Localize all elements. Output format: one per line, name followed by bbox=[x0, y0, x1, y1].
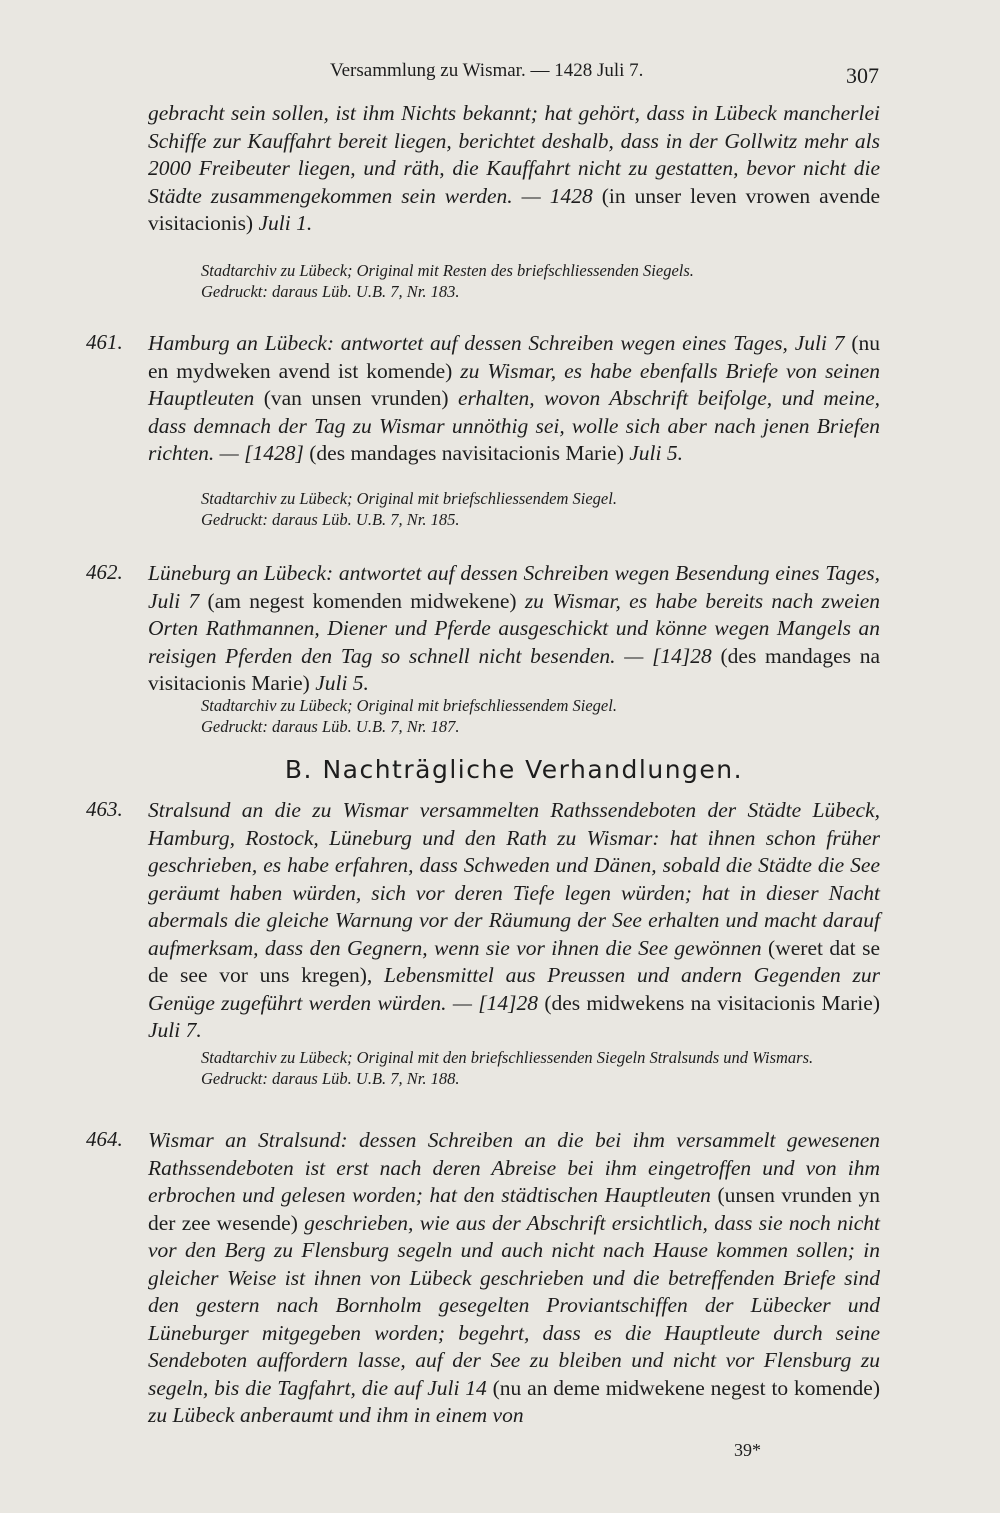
italic-run: gebracht sein sollen, ist ihm Nichts bekannt; hat gehört, dass in Lübeck mancherlei Schiffe zur Kauffahrt bereit liegen, berichtet deshalb, dass in der Gollwitz mehr als 2000 Freibeuter liegen, und räth, die Kauffahrt nicht zu gestatten, bevor nicht die Städte zusammengekommen sein werden. — 1428 bbox=[148, 101, 880, 208]
roman-run: (weret dat se de see vor uns kregen), bbox=[148, 935, 880, 987]
italic-run: Hamburg an Lübeck: antwortet auf dessen Schreiben wegen eines Tages, Juli 7 bbox=[148, 331, 845, 355]
section-heading: B. Nachträgliche Verhandlungen. bbox=[284, 755, 744, 784]
entry-text bbox=[148, 100, 880, 238]
italic-run: Juli 5. bbox=[315, 671, 369, 695]
italic-run: Stralsund an die zu Wismar versammelten Rathssendeboten der Städte Lübeck, Hamburg, Rostock, Lüneburg und den Rath zu Wismar: hat ihnen schon früher geschrieben, es habe erfahren, dass Schweden und Dänen, sobald die Städte die See geräumt haben würden, sich vor deren Tiefe legen würden; hat in dieser Nacht abermals die gleiche Warnung vor der Räumung der See erhalten und macht darauf aufmerksam, dass den Gegnern, wenn sie vor ihnen die See gewönnen bbox=[148, 798, 880, 960]
page-number: 307 bbox=[846, 63, 879, 88]
source-line: Gedruckt: daraus Lüb. U.B. 7, Nr. 185. bbox=[201, 510, 460, 529]
signature-mark: 39* bbox=[734, 1440, 761, 1460]
italic-run: Juli 7. bbox=[148, 1018, 202, 1042]
source-line: Gedruckt: daraus Lüb. U.B. 7, Nr. 188. bbox=[201, 1069, 460, 1088]
entry-number: 462. bbox=[86, 560, 123, 584]
roman-run: (unsen vrunden yn der zee wesende) bbox=[148, 1183, 880, 1235]
italic-run: Wismar an Stralsund: dessen Schreiben an die bei ihm versammelt gewesenen Rathssendeboten ist erst nach deren Abreise bei ihm eingetroffen und von ihm erbrochen und gelesen worden; hat den städtischen Hauptleuten bbox=[148, 1128, 880, 1207]
italic-run: erhalten, wovon Abschrift beifolge, und meine, dass demnach der Tag zu Wismar unnöthig sei, wolle sich aber nach jenen Briefen richten. — [1428] bbox=[148, 386, 880, 465]
italic-run: zu Wismar, es habe bereits nach zweien Orten Rathmannen, Diener und Pferde ausgeschickt und könne wegen Mangels an reisigen Pferden den Tag so schnell nicht besenden. — [14]28 bbox=[148, 588, 880, 668]
source-line: Stadtarchiv zu Lübeck; Original mit briefschliessendem Siegel. bbox=[201, 696, 617, 715]
italic-run: Lüneburg an Lübeck: antwortet auf dessen Schreiben wegen Besendung eines Tages, Juli 7 bbox=[148, 561, 880, 613]
roman-run: (nu en mydweken avend ist komende) bbox=[148, 331, 880, 383]
entry-source bbox=[148, 695, 880, 755]
running-title: Versammlung zu Wismar. — 1428 Juli 7. bbox=[330, 60, 644, 81]
entry-text bbox=[148, 560, 880, 698]
source-line: Gedruckt: daraus Lüb. U.B. 7, Nr. 183. bbox=[201, 282, 460, 301]
entry-463 bbox=[86, 797, 880, 1047]
roman-run: (des mandages na visitacionis Marie) bbox=[148, 643, 880, 695]
italic-run: Lebensmittel aus Preussen und andern Gegenden zur Genüge zugeführt werden würden. — [14]28 bbox=[148, 963, 880, 1015]
entry-text bbox=[148, 330, 880, 468]
roman-run: (nu an deme midwekene negest to komende) bbox=[486, 1375, 881, 1400]
entry-source bbox=[148, 488, 880, 560]
roman-run: (des midwekens na visitacionis Marie) bbox=[538, 990, 880, 1015]
entry-number: 461. bbox=[86, 330, 123, 354]
source-line: Stadtarchiv zu Lübeck; Original mit briefschliessendem Siegel. bbox=[201, 489, 617, 508]
source-line: Stadtarchiv zu Lübeck; Original mit den briefschliessenden Siegeln Stralsunds und Wismars. bbox=[201, 1048, 814, 1067]
entry-464 bbox=[86, 1127, 881, 1447]
italic-run: geschrieben, wie aus der Abschrift ersichtlich, dass sie noch nicht vor den Berg zu Flensburg segeln und auch nicht nach Hause kommen sollen; in gleicher Weise ist ihnen von Lübeck geschrieben und die betreffenden Briefe sind den gestern nach Bornholm gesegelten Proviantschiffen der Lübecker und Lüneburger mitgegeben worden; begehrt, dass es die Hauptleute durch seine Sendeboten auffordern lasse, auf der See zu bleiben und nicht vor Flensburg zu segeln, bis die Tagfahrt, die auf Juli 14 bbox=[148, 1210, 880, 1400]
source-line: Gedruckt: daraus Lüb. U.B. 7, Nr. 187. bbox=[201, 717, 460, 736]
entry-text bbox=[148, 1127, 880, 1430]
entry-continuation bbox=[148, 100, 880, 260]
italic-run: Juli 1. bbox=[258, 211, 313, 235]
italic-run: zu Lübeck anberaumt und ihm in einem von bbox=[148, 1403, 524, 1427]
source-line: Stadtarchiv zu Lübeck; Original mit Resten des briefschliessenden Siegels. bbox=[201, 261, 694, 280]
section-heading-wrap bbox=[148, 755, 880, 797]
roman-run: (des mandages navisitacionis Marie) bbox=[303, 441, 630, 465]
page-header bbox=[0, 60, 1000, 90]
italic-run: Juli 5. bbox=[629, 441, 684, 465]
entry-number: 464. bbox=[86, 1127, 123, 1151]
roman-run: (van unsen vrunden) bbox=[254, 386, 459, 410]
entry-source bbox=[148, 1047, 880, 1127]
entry-text bbox=[148, 797, 880, 1045]
entry-number: 463. bbox=[86, 797, 123, 821]
entry-461 bbox=[86, 330, 880, 488]
page-body bbox=[86, 100, 881, 1447]
entry-source bbox=[148, 260, 880, 330]
entry-462 bbox=[86, 560, 880, 695]
roman-run: (am negest komenden midwekene) bbox=[199, 588, 525, 613]
roman-run: (in unser leven vrowen avende visitacionis) bbox=[148, 183, 880, 235]
italic-run: zu Wismar, es habe ebenfalls Briefe von seinen Hauptleuten bbox=[148, 358, 880, 410]
